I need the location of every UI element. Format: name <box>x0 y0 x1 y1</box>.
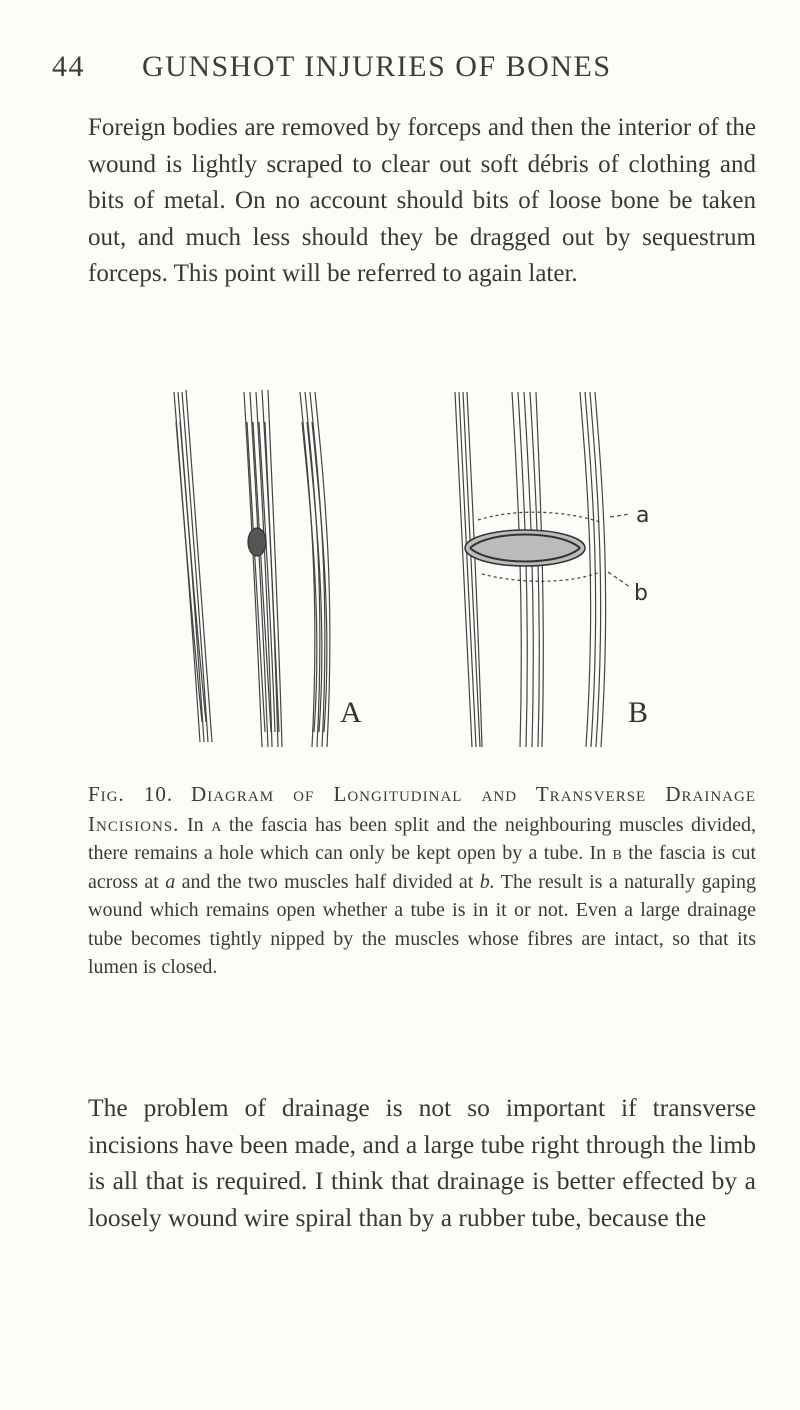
caption-text-3: the fascia is cut across at <box>88 842 757 893</box>
caption-title: Diagram of Longitudinal and Transverse Drainage Incisions. <box>88 782 756 836</box>
caption-ref-b: b <box>612 842 622 864</box>
paragraph-2: The problem of drainage is not so important if transverse incisions have been made, and a large tube right through the limb is all that is required. I think that drainage is better effected by a loosely wound wire spiral than by a rubber tube, because the <box>88 1093 756 1232</box>
diagram-b <box>455 392 630 747</box>
drainage-diagram <box>160 362 680 772</box>
figure-label-lower-b: b <box>634 581 648 606</box>
leader-line-b <box>608 572 630 587</box>
diagram-b-fascia-cut <box>478 512 600 522</box>
diagram-a-middle-muscle <box>244 390 282 747</box>
diagram-b-right-muscle <box>580 392 606 747</box>
figure-label-b: B <box>628 696 649 729</box>
caption-text-2: the fascia has been split and the neighbouring muscles divided, there remains a hole which can only be kept open by a tube. In <box>88 813 757 864</box>
figure-caption <box>88 780 756 982</box>
figure-label-lower-a: a <box>636 503 650 528</box>
page-number: 44 <box>52 50 85 83</box>
diagram-a-right-muscle <box>300 392 330 747</box>
caption-italic-a: a <box>165 870 176 893</box>
caption-text-5: The result is a naturally gaping wound which remains open whether a tube is in it or not. Even a large drainage tube becomes tightly nipped by the muscles whose fibres are intact, so that its lumen is closed. <box>88 870 757 978</box>
caption-fig-number: Fig. 10. <box>88 782 174 806</box>
leader-line-a <box>610 514 630 517</box>
caption-italic-b: b. <box>479 870 495 893</box>
diagram-b-left-muscle <box>455 392 482 747</box>
diagram-a <box>174 390 330 747</box>
diagram-b-middle-muscle <box>512 392 543 747</box>
running-header <box>52 50 752 84</box>
running-title: GUNSHOT INJURIES OF BONES <box>142 50 612 83</box>
figure-label-a: A <box>340 696 362 729</box>
diagram-a-left-muscle <box>174 390 212 742</box>
caption-ref-a: a <box>211 813 222 836</box>
caption-text-1: In <box>186 813 204 836</box>
caption-text-4: and the two muscles half divided at <box>181 870 474 893</box>
figure-10 <box>160 362 680 772</box>
diagram-a-wound-hole <box>248 528 266 556</box>
paragraph-1: Foreign bodies are removed by forceps and then the interior of the wound is lightly scraped to clear out soft débris of clothing and bits of metal. On no account should bits of loose bone be taken out, and much less should they be dragged out by sequestrum forceps. This point will be referred to again later. <box>88 114 756 287</box>
